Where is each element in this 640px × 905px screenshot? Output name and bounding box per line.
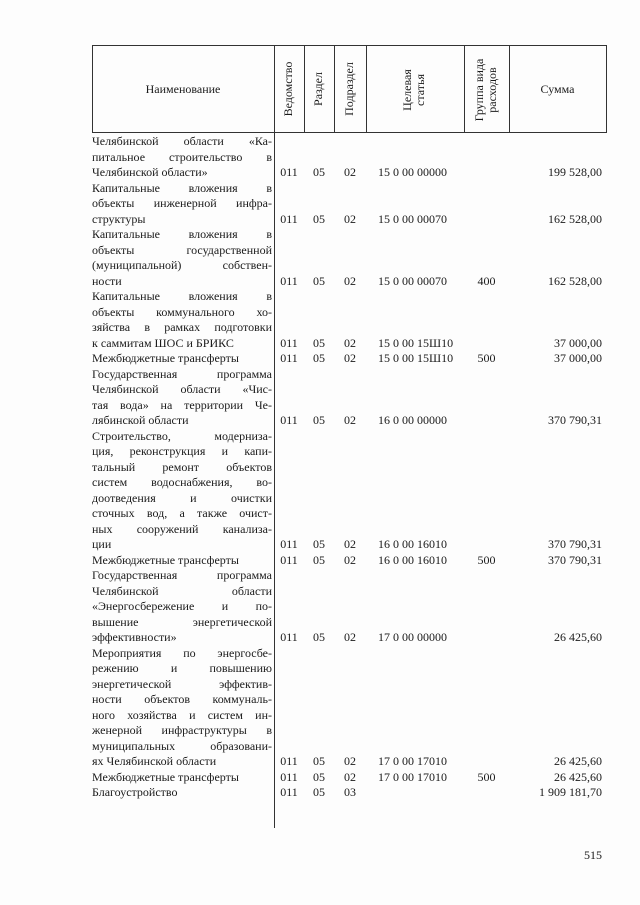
row-summa: 1 909 181,70 <box>539 785 602 799</box>
row-name-line: Мероприятия по энергосбе- <box>92 645 272 660</box>
row-celevaya: 15 0 00 00070 <box>378 211 447 226</box>
row-celevaya: 16 0 00 00000 <box>378 413 447 427</box>
header-celevaya-line2: статья <box>413 74 427 106</box>
row-podrazdel: 02 <box>344 211 356 226</box>
row-razdel: 05 <box>313 785 325 799</box>
row-name-line: тая вода» на территории Че- <box>92 397 272 412</box>
row-vedomstvo: 011 <box>280 630 298 644</box>
row-name <box>92 646 272 770</box>
row-celevaya: 15 0 00 00070 <box>378 273 447 288</box>
row-summa: 37 000,00 <box>554 351 602 365</box>
row-name-line: доотведения и очистки <box>92 490 272 505</box>
row-name-line: сточных вод, а также очист- <box>92 506 272 520</box>
row-vedomstvo: 011 <box>280 165 298 179</box>
row-gruppa <box>464 336 509 352</box>
row-razdel: 05 <box>313 335 325 350</box>
row-razdel: 05 <box>313 537 325 551</box>
row-name-line: эффективности» <box>92 630 177 644</box>
row-name-line: тальный ремонт объектов <box>92 459 272 474</box>
row-podrazdel: 02 <box>344 273 356 288</box>
row-name-line: объекты государственной <box>92 242 272 257</box>
row-name-line: объекты инженерной инфра- <box>92 196 272 210</box>
row-name-line: ности <box>92 273 122 288</box>
header-razdel: Раздел <box>311 72 325 106</box>
row-gruppa <box>464 754 509 770</box>
row-name <box>92 785 272 801</box>
row-name-line: Межбюджетные трансферты <box>92 351 239 365</box>
row-celevaya: 15 0 00 15Ш10 <box>378 335 454 350</box>
row-gruppa: 500 <box>477 552 496 567</box>
row-vedomstvo: 011 <box>280 351 298 365</box>
page-number: 515 <box>584 848 602 862</box>
row-summa: 370 790,31 <box>548 537 602 551</box>
row-vedomstvo: 011 <box>280 273 298 288</box>
row-name-line: Государственная программа <box>92 568 272 582</box>
row-name-line: Капитальные вложения в <box>92 180 272 195</box>
row-podrazdel: 02 <box>344 335 356 350</box>
row-razdel: 05 <box>313 413 325 427</box>
col-divider-grp <box>464 45 465 133</box>
row-celevaya: 16 0 00 16010 <box>378 552 447 567</box>
header-celevaya-line1: Целевая <box>400 69 414 111</box>
row-summa: 162 528,00 <box>548 273 602 288</box>
row-name-line: Строительство, модерниза- <box>92 428 272 443</box>
row-name <box>92 367 272 429</box>
row-name-line: к саммитам ШОС и БРИКС <box>92 335 234 350</box>
header-celevaya <box>401 50 429 130</box>
table-row <box>92 289 604 351</box>
row-name <box>92 134 272 181</box>
row-gruppa: 500 <box>477 351 496 365</box>
table-row <box>92 553 604 569</box>
row-vedomstvo: 011 <box>280 769 298 784</box>
row-name-line: Благоустройство <box>92 785 178 799</box>
row-vedomstvo: 011 <box>280 785 298 799</box>
row-razdel: 05 <box>313 351 325 365</box>
row-name-line: Капитальные вложения в <box>92 227 272 241</box>
row-name-line: ности объектов коммуналь- <box>92 692 272 706</box>
row-razdel: 05 <box>313 211 325 226</box>
row-podrazdel: 02 <box>344 165 356 179</box>
col-divider-pod <box>334 45 335 133</box>
row-podrazdel: 02 <box>344 754 356 768</box>
row-gruppa <box>464 630 509 646</box>
row-celevaya: 15 0 00 15Ш10 <box>378 351 454 365</box>
row-name <box>92 429 272 553</box>
row-name-line: Челябинской области <box>92 583 272 598</box>
row-name-line: ных сооружений канализа- <box>92 521 272 536</box>
row-name <box>92 227 272 289</box>
row-gruppa <box>464 413 509 429</box>
row-celevaya: 17 0 00 17010 <box>378 754 447 768</box>
row-name <box>92 181 272 228</box>
row-name-line: Челябинской области «Чис- <box>92 382 272 396</box>
table-row <box>92 367 604 429</box>
row-name-line: питальное строительство в <box>92 149 272 164</box>
header-name: Наименование <box>145 81 221 96</box>
table-row <box>92 134 604 181</box>
header-summa: Сумма <box>540 81 575 96</box>
table-row <box>92 181 604 228</box>
row-name-line: Челябинской области «Ка- <box>92 134 272 148</box>
row-podrazdel: 02 <box>344 351 356 365</box>
row-name <box>92 553 272 569</box>
row-podrazdel: 02 <box>344 413 356 427</box>
row-name-line: энергетической эффектив- <box>92 676 272 691</box>
row-name <box>92 770 272 786</box>
row-podrazdel: 02 <box>344 537 356 551</box>
table-row <box>92 785 604 801</box>
row-celevaya: 15 0 00 00000 <box>378 165 447 179</box>
row-name-line: структуры <box>92 211 146 226</box>
table-row <box>92 351 604 367</box>
row-summa: 199 528,00 <box>548 165 602 179</box>
table-row <box>92 646 604 770</box>
row-name-line: вышение энергетической <box>92 614 272 629</box>
row-gruppa <box>464 165 509 181</box>
row-gruppa <box>464 212 509 228</box>
row-name-line: ция, реконструкция и капи- <box>92 444 272 458</box>
row-name <box>92 351 272 367</box>
row-gruppa <box>464 537 509 553</box>
table-row <box>92 770 604 786</box>
row-summa: 26 425,60 <box>554 754 602 768</box>
row-name-line: ции <box>92 537 112 551</box>
row-name <box>92 289 272 351</box>
row-name-line: ях Челябинской области <box>92 754 217 768</box>
header-podrazdel: Подраздел <box>342 62 356 116</box>
row-celevaya <box>366 785 464 801</box>
row-summa: 370 790,31 <box>548 413 602 427</box>
row-gruppa <box>464 785 509 801</box>
row-razdel: 05 <box>313 754 325 768</box>
row-name-line: «Энергосбережение и по- <box>92 599 272 613</box>
row-name-line: Государственная программа <box>92 366 272 381</box>
row-name-line: ного хозяйства и систем ин- <box>92 707 272 722</box>
row-summa: 37 000,00 <box>554 335 602 350</box>
table-right-border <box>606 45 607 133</box>
row-name-line: Челябинской области» <box>92 165 208 179</box>
header-gruppa-line1: Группа вида <box>472 58 486 122</box>
table-row <box>92 429 604 553</box>
row-name-line: муниципальных образовани- <box>92 738 272 753</box>
row-name-line: Межбюджетные трансферты <box>92 769 239 784</box>
header-gruppa <box>473 50 501 130</box>
row-podrazdel: 02 <box>344 769 356 784</box>
row-celevaya: 17 0 00 00000 <box>378 630 447 644</box>
row-vedomstvo: 011 <box>280 211 298 226</box>
row-celevaya: 16 0 00 16010 <box>378 537 447 551</box>
row-name-line: зяйства в рамках подготовки <box>92 320 272 334</box>
row-summa: 26 425,60 <box>554 769 602 784</box>
row-razdel: 05 <box>313 630 325 644</box>
header-gruppa-line2: расходов <box>485 67 499 113</box>
row-razdel: 05 <box>313 165 325 179</box>
col-divider-raz <box>304 45 305 133</box>
row-name-line: систем водоснабжения, во- <box>92 475 272 489</box>
row-vedomstvo: 011 <box>280 552 298 567</box>
row-name-line: лябинской области <box>92 413 189 427</box>
row-name-line: режению и повышению <box>92 661 272 675</box>
row-razdel: 05 <box>313 769 325 784</box>
row-summa: 162 528,00 <box>548 211 602 226</box>
row-podrazdel: 02 <box>344 552 356 567</box>
row-summa: 370 790,31 <box>548 552 602 567</box>
table-row <box>92 227 604 289</box>
row-gruppa: 400 <box>477 273 496 288</box>
row-vedomstvo: 011 <box>280 335 298 350</box>
row-name-line: женерной инфраструктуры в <box>92 723 272 737</box>
row-name <box>92 568 272 646</box>
row-name-line: (муниципальной) собствен- <box>92 258 272 272</box>
row-vedomstvo: 011 <box>280 754 298 768</box>
row-summa: 26 425,60 <box>554 630 602 644</box>
row-name-line: объекты коммунального хо- <box>92 304 272 319</box>
row-celevaya: 17 0 00 17010 <box>378 769 447 784</box>
row-vedomstvo: 011 <box>280 413 298 427</box>
row-vedomstvo: 011 <box>280 537 298 551</box>
row-name-line: Межбюджетные трансферты <box>92 552 239 567</box>
header-vedomstvo: Ведомство <box>281 61 295 117</box>
table-row <box>92 568 604 646</box>
col-divider-cel <box>366 45 367 133</box>
row-name-line: Капитальные вложения в <box>92 289 272 303</box>
row-podrazdel: 03 <box>344 785 356 799</box>
row-gruppa: 500 <box>477 769 496 784</box>
row-razdel: 05 <box>313 552 325 567</box>
row-podrazdel: 02 <box>344 630 356 644</box>
row-razdel: 05 <box>313 273 325 288</box>
